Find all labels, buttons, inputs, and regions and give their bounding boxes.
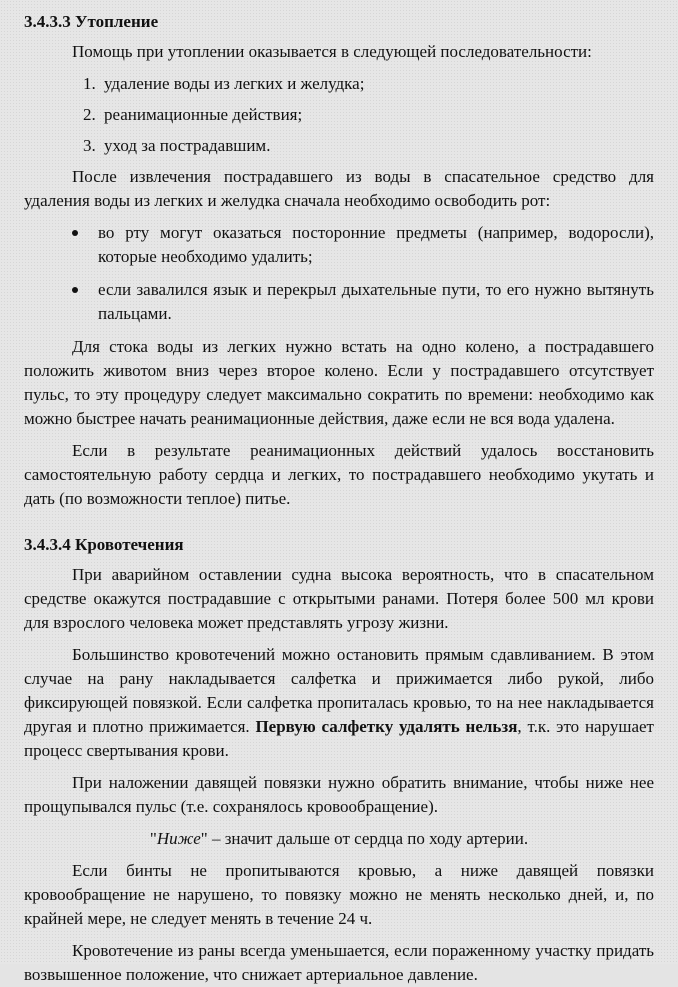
bleeding-paragraph: Кровотечение из раны всегда уменьшается, если пораженному участку придать возвышенное положение, что снижает артериальное давление. [24,941,654,984]
drowning-paragraph: Для стока воды из легких нужно встать на одно колено, а пострадавшего положить животом вниз через второе колено. Если у пострадавшего отсутствует пульс, то эту процедуру следует максимально сократить по времени: необходимо как можно быстрее начать реанимационные действия, даже если не вся вода удалена. [24,337,654,428]
definition-note [24,827,654,851]
bleeding-paragraph [24,643,654,763]
bullet-icon [72,287,78,293]
drowning-paragraph: Если в результате реанимационных действий удалось восстановить самостоятельную работу сердца и легких, то пострадавшего необходимо укутать и дать (по возможности теплое) питье. [24,441,654,508]
bleeding-paragraph: При наложении давящей повязки нужно обратить внимание, чтобы ниже нее прощупывался пульс (т.е. сохранялось кровообращение). [24,773,654,816]
list-item [98,221,654,269]
drowning-paragraph: После извлечения пострадавшего из воды в спасательное средство для удаления воды из легких и желудка сначала необходимо освободить рот: [24,167,654,210]
italic-term: Ниже [156,829,201,848]
list-item [98,278,654,326]
paragraph-text: Большинство кровотечений можно остановить прямым сдавливанием. В этом случае на рану накладывается салфетка и прижимается либо рукой, либо фиксирующей повязкой. Если салфетка пропиталась кровью, то на нее накладывается другая и плотно прижимается. [24,645,654,736]
drowning-intro: Помощь при утоплении оказывается в следующей последовательности: [72,42,592,61]
list-item: 3. уход за пострадавшим. [100,134,654,158]
quote-mark: " [149,829,157,848]
list-item: 1. удаление воды из легких и желудка; [100,72,654,96]
section-heading-bleeding: 3.4.3.4 Кровотечения [24,535,184,554]
bullet-text: если завалился язык и перекрыл дыхательные пути, то его нужно вытянуть пальцами. [98,280,654,323]
drowning-steps-list [24,72,654,158]
bullet-text: во рту могут оказаться посторонние предметы (например, водоросли), которые необходимо удалить; [98,223,654,266]
note-text: " – значит дальше от сердца по ходу артерии. [200,829,529,848]
drowning-bullets-list [24,221,654,326]
bold-warning: Первую салфетку удалять нельзя [255,717,518,736]
bleeding-paragraph: Если бинты не пропитываются кровью, а ниже давящей повязки кровообращение не нарушено, то повязку можно не менять несколько дней, и, по крайней мере, не следует менять в течение 24 ч. [24,861,654,928]
bleeding-paragraph: При аварийном оставлении судна высока вероятность, что в спасательном средстве окажутся пострадавшие с открытыми ранами. Потеря более 500 мл крови для взрослого человека может представлять угрозу жизни. [24,565,654,632]
list-item: 2. реанимационные действия; [100,103,654,127]
bullet-icon [72,230,78,236]
paragraph-text: , т.к. это нарушает процесс свертывания крови. [24,717,654,760]
section-heading-drowning: 3.4.3.3 Утопление [24,12,159,31]
